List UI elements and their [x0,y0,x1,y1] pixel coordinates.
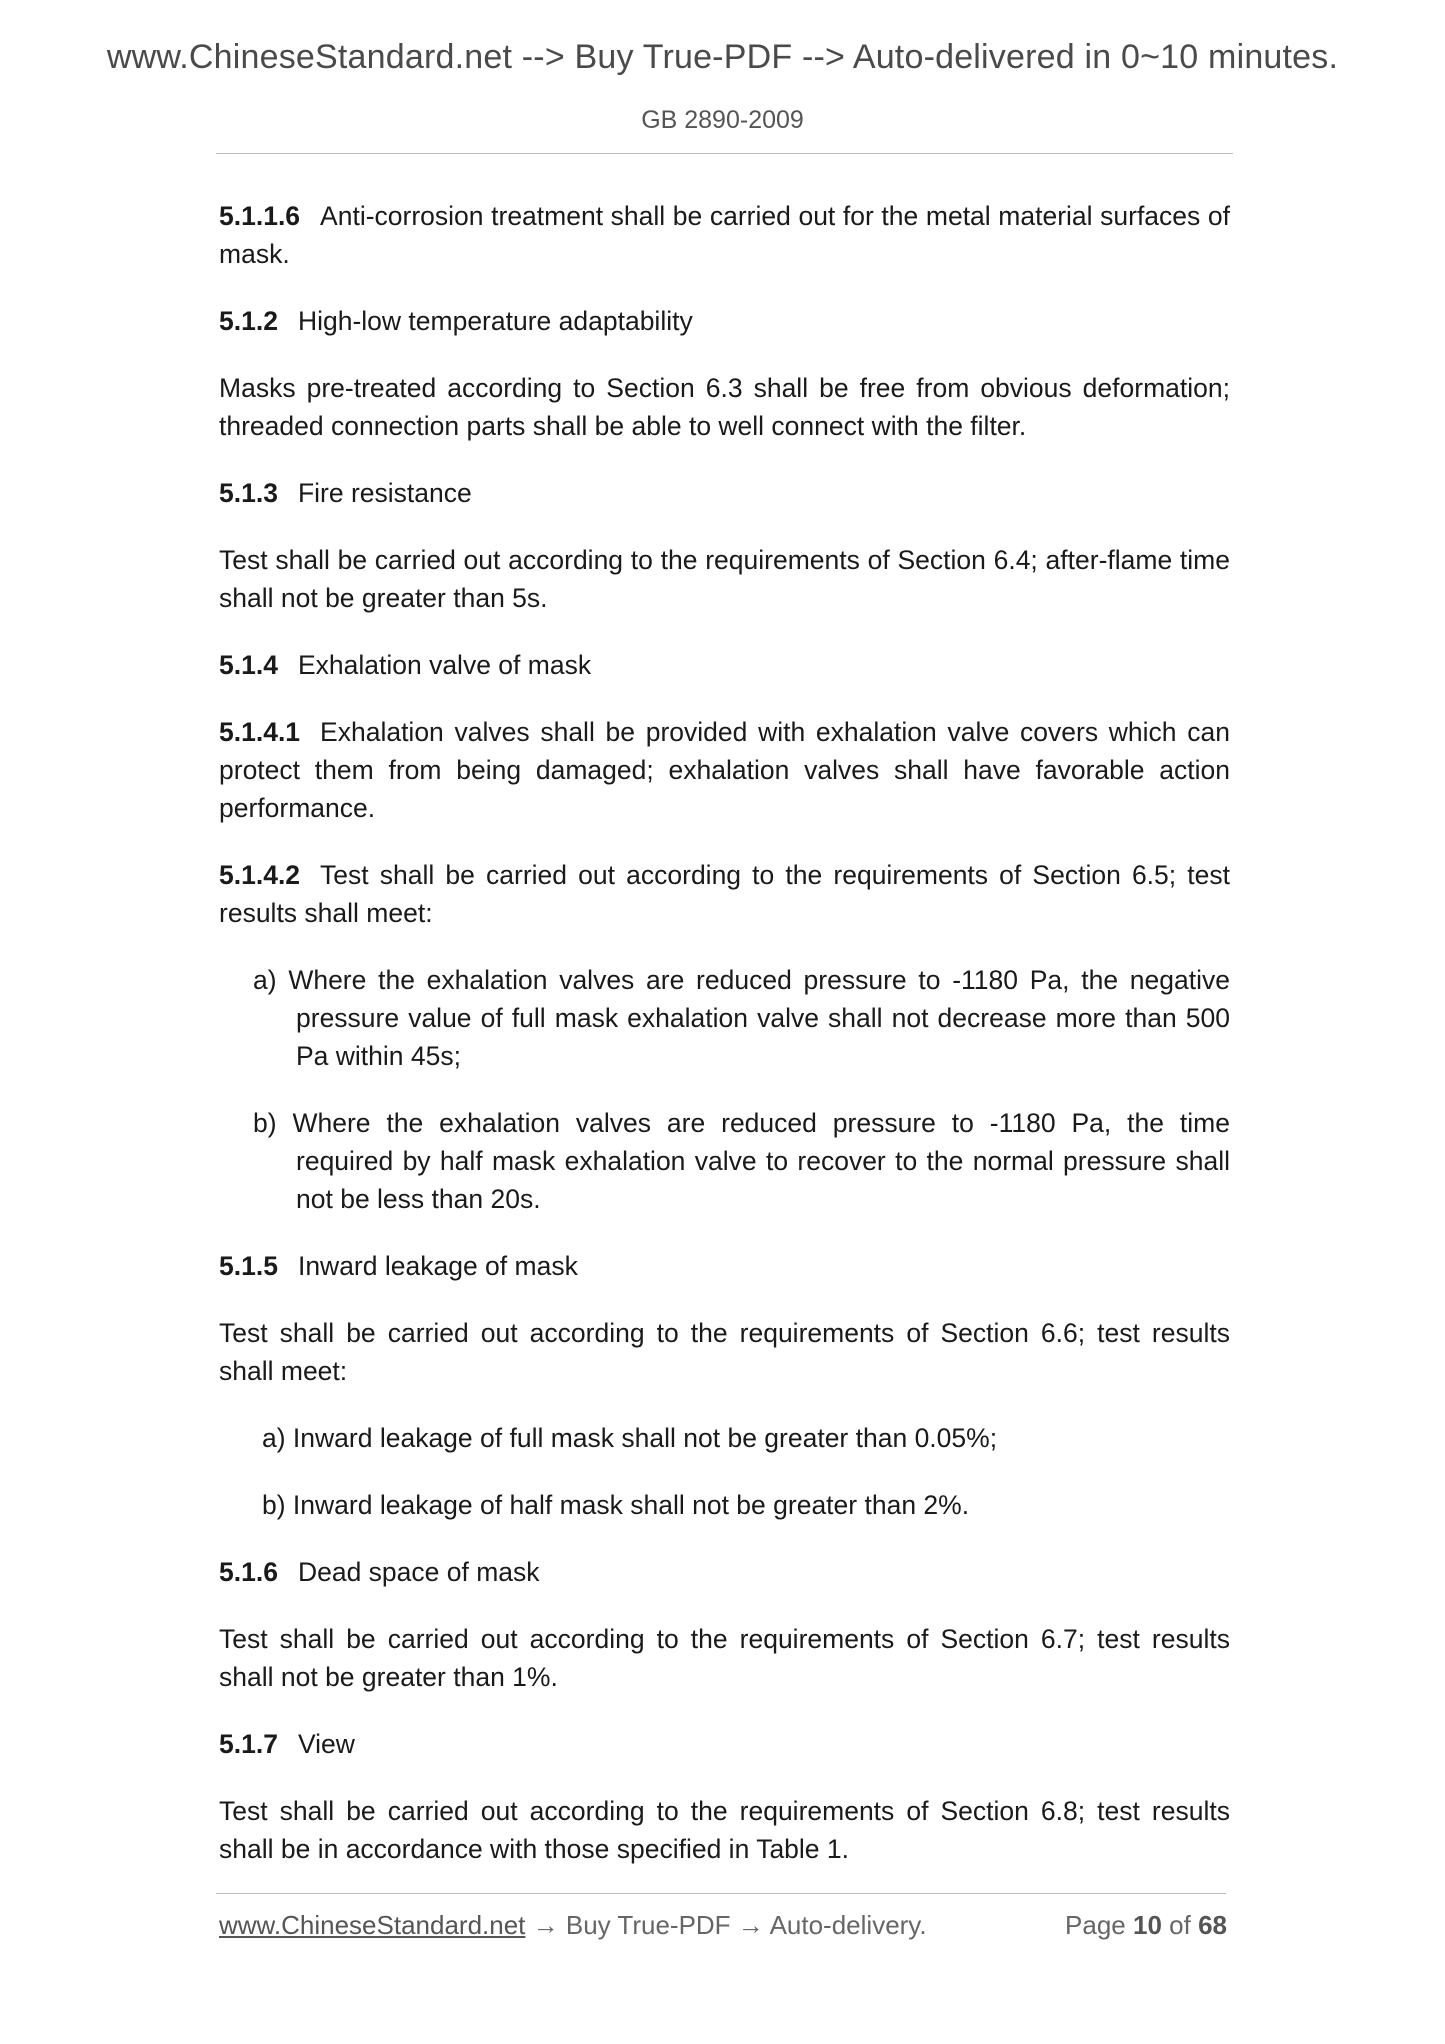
footer-tagline: → Buy True-PDF → Auto-delivery. [525,1910,927,1940]
list-item: b) Inward leakage of half mask shall not be greater than 2%. [262,1490,970,1520]
clause-text: Anti-corrosion treatment shall be carried out for the metal material surfaces of mask. [219,201,1230,269]
clause-5-1-6-body: Test shall be carried out according to the requirements of Section 6.7; test results shall not be greater than 1%. [219,1624,1230,1692]
footer-divider [216,1893,1226,1894]
clause-5-1-7-heading [219,1725,1230,1763]
clause-number: 5.1.4 [219,650,278,680]
clause-title: View [297,1729,355,1759]
list-marker: a) [253,965,277,995]
clause-5-1-2-body: Masks pre-treated according to Section 6.3 shall be free from obvious deformation; threaded connection parts shall be able to well connect with the filter. [219,373,1230,441]
page-label: Page [1065,1910,1126,1940]
clause-5-1-2-heading [219,302,1230,340]
list-item [219,1104,1230,1218]
clause-number: 5.1.7 [219,1729,278,1759]
list-item: a) Inward leakage of full mask shall not be greater than 0.05%; [262,1423,998,1453]
clause-5-1-5-heading [219,1247,1230,1285]
clause-title: Inward leakage of mask [297,1251,578,1281]
footer-promo [219,1910,927,1941]
clause-number: 5.1.4.1 [219,717,301,747]
list-marker: b) [253,1108,277,1138]
clause-5-1-4-2 [219,856,1230,932]
clause-number: 5.1.1.6 [219,201,301,231]
document-code: GB 2890-2009 [641,106,804,134]
clause-5-1-3-body: Test shall be carried out according to the requirements of Section 6.4; after-flame time shall not be greater than 5s. [219,545,1230,613]
footer-website-link[interactable]: www.ChineseStandard.net [219,1910,526,1940]
clause-number: 5.1.4.2 [219,860,301,890]
page-total: 68 [1198,1910,1227,1940]
list-text: Where the exhalation valves are reduced pressure to -1180 Pa, the time required by half mask exhalation valve to recover to the normal pressure shall not be less than 20s. [292,1108,1230,1214]
clause-5-1-7-body: Test shall be carried out according to the requirements of Section 6.8; test results shall be in accordance with those specified in Table 1. [219,1796,1230,1864]
clause-5-1-1-6 [219,197,1230,273]
clause-5-1-6-heading [219,1553,1230,1591]
clause-number: 5.1.6 [219,1557,278,1587]
clause-title: Dead space of mask [297,1557,540,1587]
clause-text: Test shall be carried out according to the requirements of Section 6.5; test results shall meet: [219,860,1230,928]
page-indicator [1065,1910,1227,1941]
clause-number: 5.1.3 [219,478,278,508]
clause-5-1-5-body: Test shall be carried out according to the requirements of Section 6.6; test results shall meet: [219,1318,1230,1386]
clause-5-1-4-1 [219,713,1230,827]
list-text: Where the exhalation valves are reduced pressure to -1180 Pa, the negative pressure value of full mask exhalation valve shall not decrease more than 500 Pa within 45s; [288,965,1230,1071]
clause-5-1-3-heading [219,474,1230,512]
clause-title: High-low temperature adaptability [297,306,693,336]
page-number: 10 [1133,1910,1162,1940]
page-content [219,197,1230,1897]
clause-5-1-4-heading [219,646,1230,684]
clause-text: Exhalation valves shall be provided with exhalation valve covers which can protect them from being damaged; exhalation valves shall have favorable action performance. [219,717,1230,823]
clause-number: 5.1.2 [219,306,278,336]
header-divider [216,153,1233,154]
of-label: of [1169,1910,1191,1940]
clause-number: 5.1.5 [219,1251,278,1281]
list-item [219,961,1230,1075]
clause-title: Fire resistance [297,478,472,508]
clause-title: Exhalation valve of mask [297,650,592,680]
top-banner: www.ChineseStandard.net --> Buy True-PDF --> Auto-delivered in 0~10 minutes. [106,38,1339,76]
